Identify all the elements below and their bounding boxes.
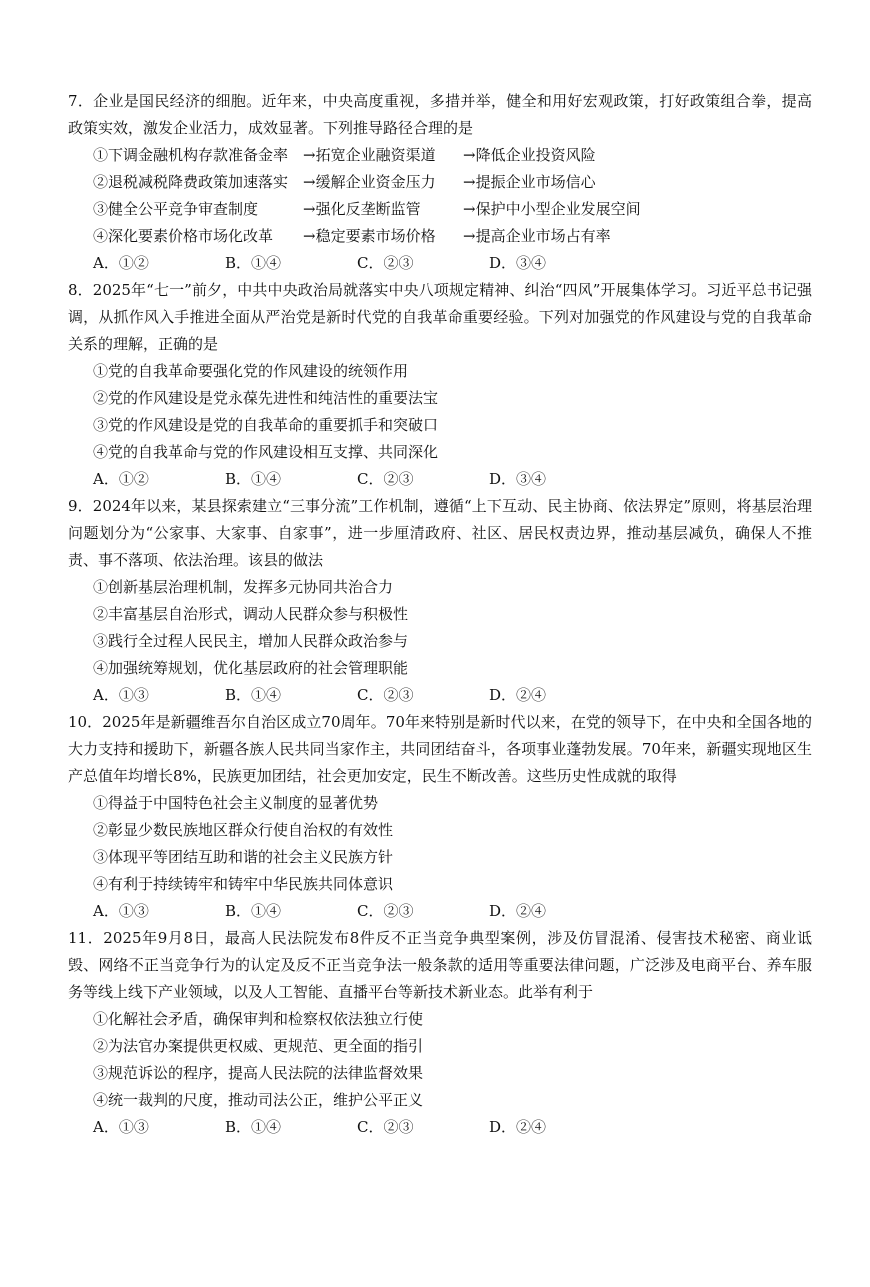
statement-option: ③规范诉讼的程序，提高人民法院的法律监督效果	[93, 1064, 424, 1082]
statement-option: ④统一裁判的尺度，推动司法公正，维护公平正义	[93, 1091, 424, 1109]
chain-step: →稳定要素市场价格	[303, 227, 436, 245]
chain-step: →提振企业市场信心	[463, 173, 596, 191]
statement-options	[68, 574, 812, 682]
question-7	[68, 88, 812, 277]
option-chain	[93, 169, 812, 196]
answer-choice-a[interactable]: A．①②	[93, 470, 149, 488]
answer-choice-d[interactable]: D．③④	[489, 254, 547, 272]
statement-option: ②彰显少数民族地区群众行使自治权的有效性	[93, 821, 394, 839]
statement-option: ①创新基层治理机制，发挥多元协同共治合力	[93, 578, 394, 596]
answer-choice-c[interactable]: C．②③	[357, 470, 414, 488]
statement-option: ①党的自我革命要强化党的作风建设的统领作用	[93, 362, 409, 380]
answer-choices	[68, 898, 812, 925]
answer-choice-d[interactable]: D．②④	[489, 902, 547, 920]
question-9	[68, 493, 812, 709]
answer-choice-a[interactable]: A．①②	[93, 254, 149, 272]
statement-option: ②为法官办案提供更权威、更规范、更全面的指引	[93, 1037, 424, 1055]
chain-step: ④深化要素价格市场化改革	[93, 227, 274, 245]
chain-step: ③健全公平竞争审查制度	[93, 200, 259, 218]
answer-choices	[68, 1114, 812, 1141]
option-chain	[93, 142, 812, 169]
answer-choices	[68, 682, 812, 709]
statement-option: ②丰富基层自治形式，调动人民群众参与积极性	[93, 605, 409, 623]
chain-step: →拓宽企业融资渠道	[303, 146, 436, 164]
answer-choice-b[interactable]: B．①④	[225, 902, 282, 920]
answer-choice-c[interactable]: C．②③	[357, 902, 414, 920]
question-list	[68, 88, 812, 1141]
statement-option: ①得益于中国特色社会主义制度的显著优势	[93, 794, 379, 812]
chain-step: ①下调金融机构存款准备金率	[93, 146, 289, 164]
statement-options	[68, 358, 812, 466]
answer-choice-d[interactable]: D．②④	[489, 1118, 547, 1136]
answer-choice-c[interactable]: C．②③	[357, 254, 414, 272]
answer-choices	[68, 466, 812, 493]
answer-choices	[68, 250, 812, 277]
statement-option: ③践行全过程人民民主，增加人民群众政治参与	[93, 632, 409, 650]
chain-step: →提高企业市场占有率	[463, 227, 611, 245]
question-stem: 8．2025年“七一”前夕，中共中央政治局就落实中央八项规定精神、纠治“四风”开展集体学习。习近平总书记强调，从抓作风入手推进全面从严治党是新时代党的自我革命重要经验。下列对加强党的作风建设与党的自我革命关系的理解，正确的是	[68, 281, 812, 353]
answer-choice-a[interactable]: A．①③	[93, 686, 149, 704]
question-stem: 11．2025年9月8日，最高人民法院发布8件反不正当竞争典型案例，涉及仿冒混淆、侵害技术秘密、商业诋毁、网络不正当竞争行为的认定及反不正当竞争法一般条款的适用等重要法律问题，广泛涉及电商平台、养车服务等线上线下产业领域，以及人工智能、直播平台等新技术新业态。此举有利于	[68, 929, 812, 1001]
chain-step: →保护中小型企业发展空间	[463, 200, 641, 218]
statement-options	[68, 790, 812, 898]
answer-choice-a[interactable]: A．①③	[93, 902, 149, 920]
chain-step: →降低企业投资风险	[463, 146, 596, 164]
answer-choice-b[interactable]: B．①④	[225, 686, 282, 704]
question-stem: 7．企业是国民经济的细胞。近年来，中央高度重视，多措并举，健全和用好宏观政策，打好政策组合拳，提高政策实效，激发企业活力，成效显著。下列推导路径合理的是	[68, 92, 812, 137]
option-chain	[93, 196, 812, 223]
question-stem: 9．2024年以来，某县探索建立“三事分流”工作机制，遵循“上下互动、民主协商、依法界定”原则，将基层治理问题划分为“公家事、大家事、自家事”，进一步厘清政府、社区、居民权责边界，推动基层减负，确保人不推责、事不落项、依法治理。该县的做法	[68, 497, 812, 569]
answer-choice-a[interactable]: A．①③	[93, 1118, 149, 1136]
answer-choice-b[interactable]: B．①④	[225, 470, 282, 488]
statement-option: ③体现平等团结互助和谐的社会主义民族方针	[93, 848, 394, 866]
answer-choice-b[interactable]: B．①④	[225, 254, 282, 272]
answer-choice-d[interactable]: D．③④	[489, 470, 547, 488]
question-11	[68, 925, 812, 1141]
answer-choice-c[interactable]: C．②③	[357, 1118, 414, 1136]
option-chains	[68, 142, 812, 250]
question-8	[68, 277, 812, 493]
statement-option: ②党的作风建设是党永葆先进性和纯洁性的重要法宝	[93, 389, 439, 407]
option-chain	[93, 223, 812, 250]
chain-step: →缓解企业资金压力	[303, 173, 436, 191]
chain-step: ②退税减税降费政策加速落实	[93, 173, 289, 191]
statement-option: ①化解社会矛盾，确保审判和检察权依法独立行使	[93, 1010, 424, 1028]
answer-choice-b[interactable]: B．①④	[225, 1118, 282, 1136]
statement-option: ④有利于持续铸牢和铸牢中华民族共同体意识	[93, 875, 394, 893]
statement-options	[68, 1006, 812, 1114]
statement-option: ④党的自我革命与党的作风建设相互支撑、共同深化	[93, 443, 439, 461]
chain-step: →强化反垄断监管	[303, 200, 421, 218]
answer-choice-d[interactable]: D．②④	[489, 686, 547, 704]
statement-option: ④加强统筹规划，优化基层政府的社会管理职能	[93, 659, 409, 677]
question-stem: 10．2025年是新疆维吾尔自治区成立70周年。70年来特别是新时代以来，在党的领导下，在中央和全国各地的大力支持和援助下，新疆各族人民共同当家作主，共同团结奋斗，各项事业蓬勃发展。70年来，新疆实现地区生产总值年均增长8%，民族更加团结，社会更加安定，民生不断改善。这些历史性成就的取得	[68, 713, 812, 785]
answer-choice-c[interactable]: C．②③	[357, 686, 414, 704]
question-10	[68, 709, 812, 925]
statement-option: ③党的作风建设是党的自我革命的重要抓手和突破口	[93, 416, 439, 434]
